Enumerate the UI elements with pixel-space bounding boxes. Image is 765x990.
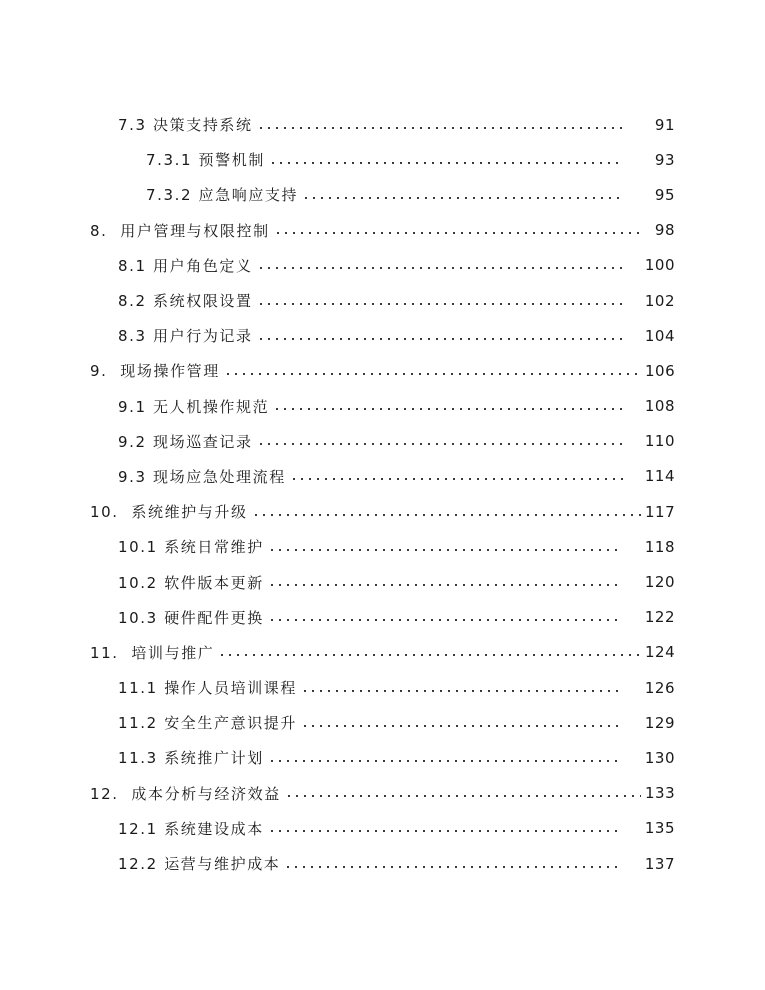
toc-dot-leader (216, 650, 641, 660)
toc-entry-page-number: 100 (644, 256, 675, 275)
toc-entry[interactable] (0, 318, 675, 353)
toc-entry[interactable] (0, 177, 675, 212)
toc-entry-number: 10.2 (118, 573, 158, 592)
toc-entry-page-number: 129 (644, 713, 675, 732)
toc-entry-number: 8.2 (118, 292, 147, 311)
toc-dot-leader (283, 791, 641, 801)
toc-dot-leader (255, 299, 623, 309)
toc-dot-leader (266, 756, 623, 766)
toc-entry-page-number: 122 (644, 608, 675, 627)
toc-entry-label: 用户角色定义 (153, 256, 253, 275)
toc-entry[interactable] (0, 740, 675, 775)
toc-dot-leader (266, 580, 623, 590)
toc-entry-title (90, 501, 250, 522)
toc-entry-number: 10.1 (118, 538, 158, 557)
toc-entry-label: 系统维护与升级 (131, 503, 248, 522)
toc-entry[interactable] (0, 600, 675, 635)
toc-entry[interactable] (0, 353, 675, 388)
toc-dot-leader (250, 510, 641, 520)
toc-entry-title (146, 149, 267, 170)
toc-entry-page-number: 98 (654, 221, 675, 240)
toc-entry-page-number: 106 (645, 361, 676, 380)
toc-entry[interactable] (0, 529, 675, 564)
toc-entry-number: 9. (90, 362, 108, 381)
toc-entry-separator (119, 785, 132, 803)
toc-dot-leader (222, 369, 641, 379)
toc-entry-number: 11. (90, 643, 119, 662)
toc-dot-leader (266, 545, 623, 555)
toc-entry-title (118, 466, 288, 487)
toc-entry-title (146, 184, 300, 205)
toc-entry-label: 系统权限设置 (153, 292, 253, 311)
toc-entry-page-number: 114 (644, 467, 675, 486)
toc-entry-page-number: 91 (654, 115, 675, 134)
toc-entry[interactable] (0, 811, 675, 846)
toc-dot-leader (255, 123, 623, 133)
toc-entry-separator (108, 222, 121, 240)
toc-entry-page-number: 102 (644, 291, 675, 310)
toc-entry-number: 11.2 (118, 714, 158, 733)
toc-entry-number: 10.3 (118, 608, 158, 627)
toc-entry-label: 无人机操作规范 (153, 397, 270, 416)
toc-entry-page-number: 130 (644, 748, 675, 767)
toc-entry[interactable] (0, 635, 675, 670)
toc-entry-number: 9.3 (118, 467, 147, 486)
toc-dot-leader (299, 686, 623, 696)
toc-entry[interactable] (0, 389, 675, 424)
toc-entry[interactable] (0, 846, 675, 881)
toc-entry-page-number: 137 (644, 854, 675, 873)
toc-entry-title (90, 783, 283, 804)
toc-entry[interactable] (0, 670, 675, 705)
toc-entry-label: 用户行为记录 (153, 327, 253, 346)
toc-entry-number: 7.3.2 (146, 186, 193, 205)
toc-entry-number: 10. (90, 503, 119, 522)
toc-entry-label: 现场巡查记录 (153, 432, 253, 451)
toc-entry-label: 决策支持系统 (153, 116, 253, 135)
toc-entry-title (118, 396, 271, 417)
toc-entry-title (118, 818, 266, 839)
toc-entry-title (118, 431, 255, 452)
toc-dot-leader (266, 826, 623, 836)
toc-dot-leader (255, 263, 623, 273)
toc-entry-label: 系统推广计划 (164, 749, 264, 768)
toc-entry[interactable] (0, 564, 675, 599)
toc-entry-label: 操作人员培训课程 (164, 679, 297, 698)
toc-entry-label: 系统建设成本 (164, 819, 264, 838)
toc-entry-separator (119, 644, 132, 662)
toc-entry-title (118, 255, 255, 276)
toc-entry[interactable] (0, 776, 675, 811)
toc-entry-number: 12. (90, 784, 119, 803)
toc-entry-label: 硬件配件更换 (164, 608, 264, 627)
toc-dot-leader (272, 228, 641, 238)
toc-entry-page-number: 133 (645, 784, 676, 803)
toc-entry-separator (119, 503, 132, 521)
toc-entry[interactable] (0, 494, 675, 529)
toc-entry-title (118, 677, 299, 698)
toc-dot-leader (282, 862, 623, 872)
toc-entry-page-number: 120 (644, 573, 675, 592)
toc-entry-label: 培训与推广 (131, 643, 215, 662)
toc-entry-title (90, 220, 272, 241)
toc-entry-page-number: 93 (654, 150, 675, 169)
toc-dot-leader (255, 334, 623, 344)
table-of-contents (0, 107, 765, 881)
toc-entry-title (118, 712, 299, 733)
toc-entry-page-number: 135 (644, 819, 675, 838)
toc-entry-label: 软件版本更新 (164, 573, 264, 592)
toc-entry-number: 9.1 (118, 397, 147, 416)
toc-dot-leader (271, 404, 623, 414)
toc-entry-page-number: 117 (645, 502, 676, 521)
toc-entry-page-number: 95 (654, 185, 675, 204)
toc-dot-leader (266, 615, 623, 625)
toc-entry-number: 8.1 (118, 256, 147, 275)
toc-entry-title (118, 747, 266, 768)
toc-entry[interactable] (0, 213, 675, 248)
toc-entry-label: 现场操作管理 (120, 362, 220, 381)
toc-entry-separator (108, 362, 121, 380)
toc-entry-number: 12.2 (118, 855, 158, 874)
toc-entry-page-number: 110 (644, 432, 675, 451)
toc-entry-number: 8. (90, 221, 108, 240)
toc-entry-number: 8.3 (118, 327, 147, 346)
toc-entry[interactable] (0, 283, 675, 318)
toc-entry-number: 9.2 (118, 432, 147, 451)
toc-entry-title (118, 114, 255, 135)
toc-dot-leader (300, 193, 623, 203)
toc-entry-title (90, 642, 216, 663)
toc-entry-number: 7.3 (118, 116, 147, 135)
toc-entry-label: 应急响应支持 (198, 186, 299, 205)
toc-entry-label: 运营与维护成本 (164, 855, 281, 874)
toc-entry-label: 系统日常维护 (164, 538, 264, 557)
toc-dot-leader (267, 158, 623, 168)
toc-entry-label: 安全生产意识提升 (164, 714, 297, 733)
toc-entry-number: 11.3 (118, 749, 158, 768)
toc-dot-leader (255, 439, 623, 449)
toc-entry-title (118, 853, 282, 874)
toc-entry-number: 11.1 (118, 679, 158, 698)
toc-entry-label: 预警机制 (198, 151, 265, 170)
toc-entry-label: 现场应急处理流程 (153, 467, 286, 486)
toc-entry-page-number: 126 (644, 678, 675, 697)
toc-entry-page-number: 124 (645, 643, 676, 662)
toc-entry[interactable] (0, 424, 675, 459)
toc-entry-page-number: 108 (644, 397, 675, 416)
toc-entry-page-number: 104 (644, 326, 675, 345)
toc-entry-number: 12.1 (118, 819, 158, 838)
toc-entry-label: 用户管理与权限控制 (120, 221, 270, 240)
toc-entry-title (118, 325, 255, 346)
toc-entry[interactable] (0, 705, 675, 740)
toc-entry[interactable] (0, 459, 675, 494)
toc-dot-leader (288, 474, 623, 484)
toc-entry-title (118, 536, 266, 557)
toc-entry-title (118, 290, 255, 311)
toc-entry-label: 成本分析与经济效益 (131, 784, 281, 803)
toc-entry-title (90, 360, 222, 381)
toc-dot-leader (299, 721, 623, 731)
toc-entry[interactable] (0, 142, 675, 177)
toc-entry[interactable] (0, 248, 675, 283)
toc-entry-title (118, 572, 266, 593)
toc-entry-number: 7.3.1 (146, 151, 193, 170)
toc-entry[interactable] (0, 107, 675, 142)
toc-entry-title (118, 607, 266, 628)
toc-entry-page-number: 118 (644, 537, 675, 556)
